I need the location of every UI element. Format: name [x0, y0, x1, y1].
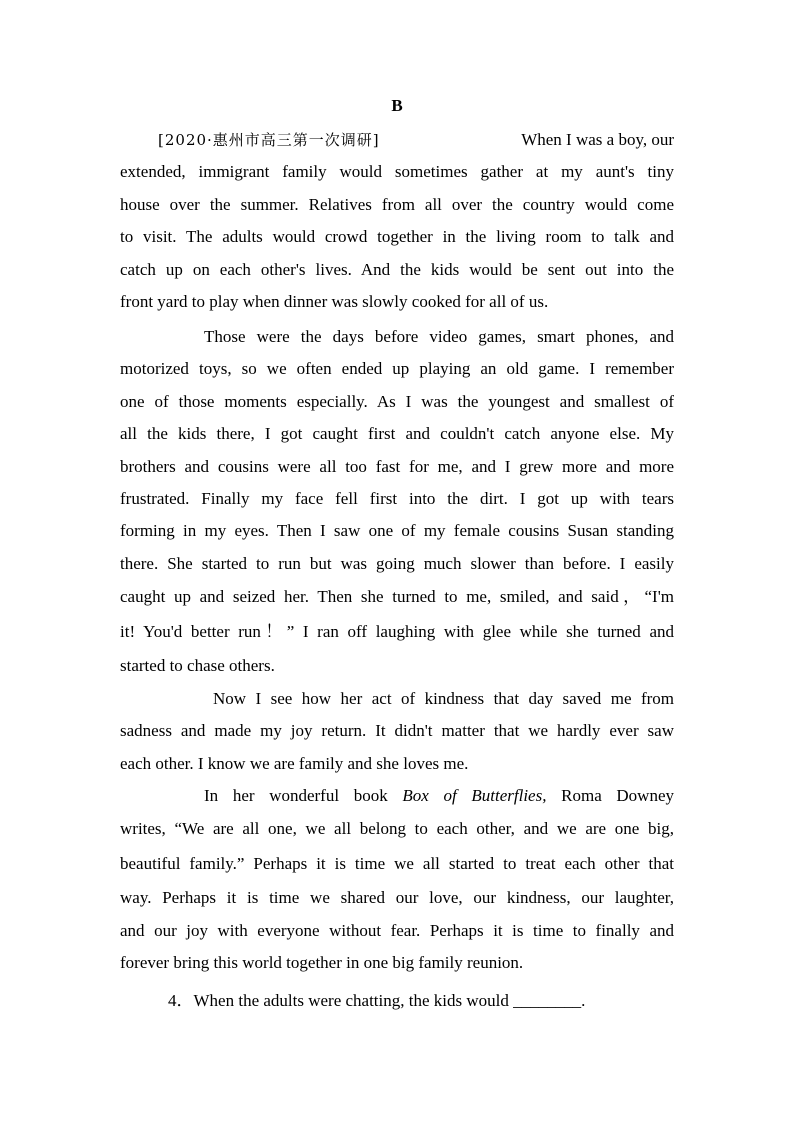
- p2-line: motorized toys, so we often ended up playing an old game. I remember: [120, 359, 674, 379]
- section-heading: B: [391, 96, 403, 115]
- p3-line: each other. I know we are family and she loves me.: [120, 753, 469, 773]
- p4-line: writes, “We are all one, we all belong to each other, and we are one big,: [120, 819, 674, 839]
- question-text: When the adults were chatting, the kids would: [193, 991, 509, 1010]
- p1-line: front yard to play when dinner was slowly cooked for all of us.: [120, 291, 549, 311]
- p4-first-pre: In her wonderful book: [204, 786, 388, 805]
- p1-line: to visit. The adults would crowd together in the living room to talk and: [120, 227, 674, 247]
- book-title: Box of Butterflies,: [402, 786, 547, 805]
- answer-blank[interactable]: ________: [513, 991, 582, 1010]
- paragraph-4: [120, 780, 674, 980]
- question-number: 4．: [168, 991, 194, 1010]
- p2-line: Those were the days before video games, smart phones, and: [204, 327, 674, 346]
- p4-line: beautiful family.” Perhaps it is time we all started to treat each other that: [120, 854, 674, 874]
- p4-line: and our joy with everyone without fear. Perhaps it is time to finally and: [120, 920, 674, 940]
- p1-line: extended, immigrant family would sometimes gather at my aunt's tiny: [120, 162, 674, 182]
- question-end: .: [581, 991, 586, 1010]
- p1-line: catch up on each other's lives. And the kids would be sent out into the: [120, 259, 674, 279]
- p1-first-line: When I was a boy, our: [521, 130, 674, 149]
- p1-line: house over the summer. Relatives from all over the country would come: [120, 194, 674, 214]
- p2-line: forming in my eyes. Then I saw one of my female cousins Susan standing: [120, 521, 674, 541]
- p2-line: caught up and seized her. Then she turned to me, smiled, and said，“I'm: [120, 587, 674, 607]
- p2-line: brothers and cousins were all too fast for me, and I grew more and more: [120, 456, 674, 476]
- p2-line: all the kids there, I got caught first and couldn't catch anyone else. My: [120, 424, 674, 444]
- p4-line-first: [120, 780, 674, 812]
- p2-line: there. She started to run but was going much slower than before. I easily: [120, 553, 674, 573]
- p4-first-post: Roma Downey: [561, 786, 674, 805]
- paragraph-2: [120, 321, 674, 683]
- paragraph-3: [120, 683, 674, 780]
- p3-line: Now I see how her act of kindness that day saved me from: [213, 689, 674, 708]
- p3-line: sadness and made my joy return. It didn't matter that we hardly ever saw: [120, 721, 674, 741]
- p2-line: started to chase others.: [120, 656, 275, 676]
- paragraph-1: [120, 124, 674, 318]
- p4-line: forever bring this world together in one big family reunion.: [120, 953, 524, 973]
- p2-line: one of those moments especially. As I was the youngest and smallest of: [120, 391, 674, 411]
- source-label: [2020·惠州市高三第一次调研]: [158, 131, 380, 149]
- p2-line: frustrated. Finally my face fell first into the dirt. I got up with tears: [120, 488, 674, 508]
- question-4: [168, 986, 585, 1011]
- p2-line: it! You'd better run！” I ran off laughing with glee while she turned and: [120, 622, 674, 642]
- p4-line: way. Perhaps it is time we shared our love, our kindness, our laughter,: [120, 888, 674, 908]
